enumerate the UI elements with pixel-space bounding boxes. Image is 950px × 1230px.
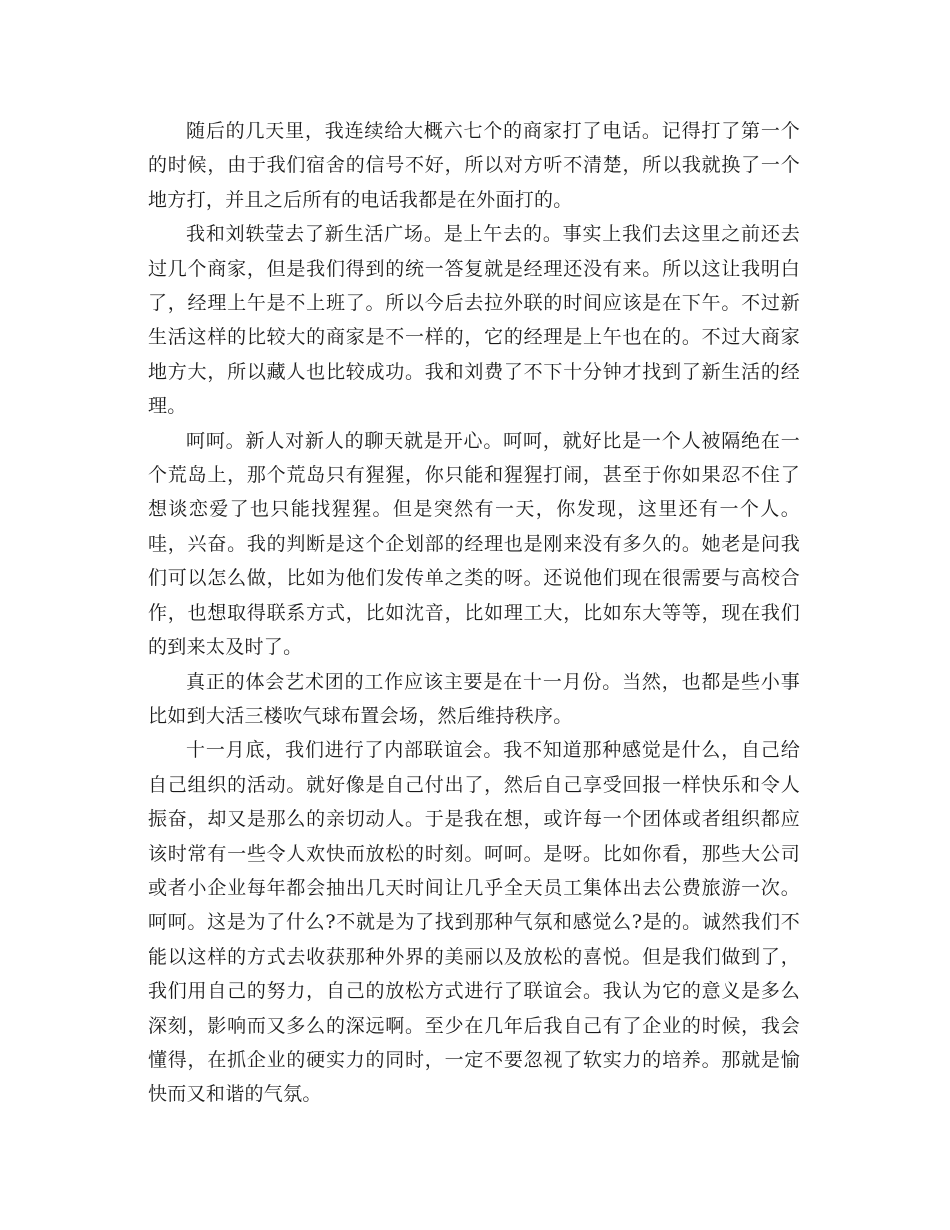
paragraph-3: 呵呵。新人对新人的聊天就是开心。呵呵，就好比是一个人被隔绝在一个荒岛上，那个荒岛只有猩猩，你只能和猩猩打闹，甚至于你如果忍不住了想谈恋爱了也只能找猩猩。但是突然有一天，你发现，这里还有一个人。哇，兴奋。我的判断是这个企划部的经理也是刚来没有多久的。她老是问我们可以怎么做，比如为他们发传单之类的呀。还说他们现在很需要与高校合作，也想取得联系方式，比如沈音，比如理工大，比如东大等等，现在我们的到来太及时了。 bbox=[148, 429, 800, 659]
paragraph-1: 随后的几天里，我连续给大概六七个的商家打了电话。记得打了第一个的时候，由于我们宿舍的信号不好，所以对方听不清楚，所以我就换了一个地方打，并且之后所有的电话我都是在外面打的。 bbox=[148, 120, 800, 211]
paragraph-5: 十一月底，我们进行了内部联谊会。我不知道那种感觉是什么，自己给自己组织的活动。就好像是自己付出了，然后自己享受回报一样快乐和令人振奋，却又是那么的亲切动人。于是我在想，或许每一个团体或者组织都应该时常有一些令人欢快而放松的时刻。呵呵。是呀。比如你看，那些大公司或者小企业每年都会抽出几天时间让几乎全天员工集体出去公费旅游一次。呵呵。这是为了什么?不就是为了找到那种气氛和感觉么?是的。诚然我们不能以这样的方式去收获那种外界的美丽以及放松的喜悦。但是我们做到了，我们用自己的努力，自己的放松方式进行了联谊会。我认为它的意义是多么深刻，影响而又多么的深远啊。至少在几年后我自己有了企业的时候，我会懂得，在抓企业的硬实力的同时，一定不要忽视了软实力的培养。那就是愉快而又和谐的气氛。 bbox=[148, 739, 800, 1106]
document-body bbox=[148, 114, 800, 1112]
paragraph-2: 我和刘轶莹去了新生活广场。是上午去的。事实上我们去这里之前还去过几个商家，但是我们得到的统一答复就是经理还没有来。所以这让我明白了，经理上午是不上班了。所以今后去拉外联的时间应该是在下午。不过新生活这样的比较大的商家是不一样的，它的经理是上午也在的。不过大商家地方大，所以藏人也比较成功。我和刘费了不下十分钟才找到了新生活的经理。 bbox=[148, 223, 800, 418]
paragraph-4: 真正的体会艺术团的工作应该主要是在十一月份。当然，也都是些小事比如到大活三楼吹气球布置会场，然后维持秩序。 bbox=[148, 670, 800, 727]
